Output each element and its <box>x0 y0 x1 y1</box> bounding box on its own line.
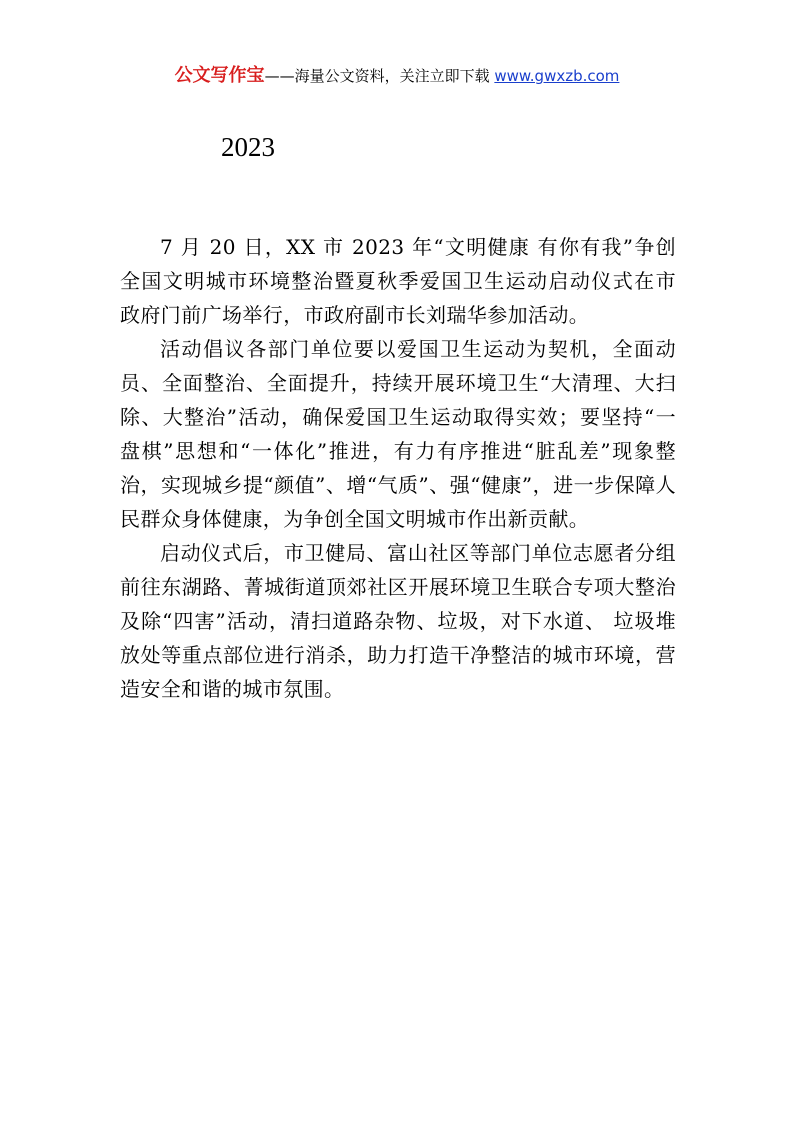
document-body <box>120 230 676 706</box>
paragraph-2: 活动倡议各部门单位要以爱国卫生运动为契机，全面动员、全面整治、全面提升，持续开展环境卫生“大清理、大扫除、大整治”活动，确保爱国卫生运动取得实效；要坚持“一 盘棋”思想和“一体化”推进，有力有序推进“脏乱差”现象整治，实现城乡提“颜值”、增“气质”、强“健康”，进一步保障人民群众身体健康，为争创全国文明城市作出新贡献。 <box>120 337 676 531</box>
page-header <box>0 64 794 88</box>
document-title: 2023 <box>221 132 275 162</box>
paragraph-3: 启动仪式后，市卫健局、富山社区等部门单位志愿者分组前往东湖路、菁城街道顶郊社区开展环境卫生联合专项大整治及除“四害”活动，清扫道路杂物、垃圾，对下水道、 垃圾堆放处等重点部位进行消杀，助力打造干净整洁的城市环境，营造安全和谐的城市氛围。 <box>120 541 676 701</box>
header-tagline: ——海量公文资料，关注立即下载 <box>264 67 490 85</box>
paragraph-1: 7 月 20 日，XX 市 2023 年“文明健康 有你有我”争创全国文明城市环境整治暨夏秋季爱国卫生运动启动仪式在市 政府门前广场举行，市政府副市长刘瑞华参加活动。 <box>120 235 676 327</box>
website-link[interactable]: www.gwxzb.com <box>494 67 620 85</box>
brand-name: 公文写作宝 <box>174 65 265 86</box>
